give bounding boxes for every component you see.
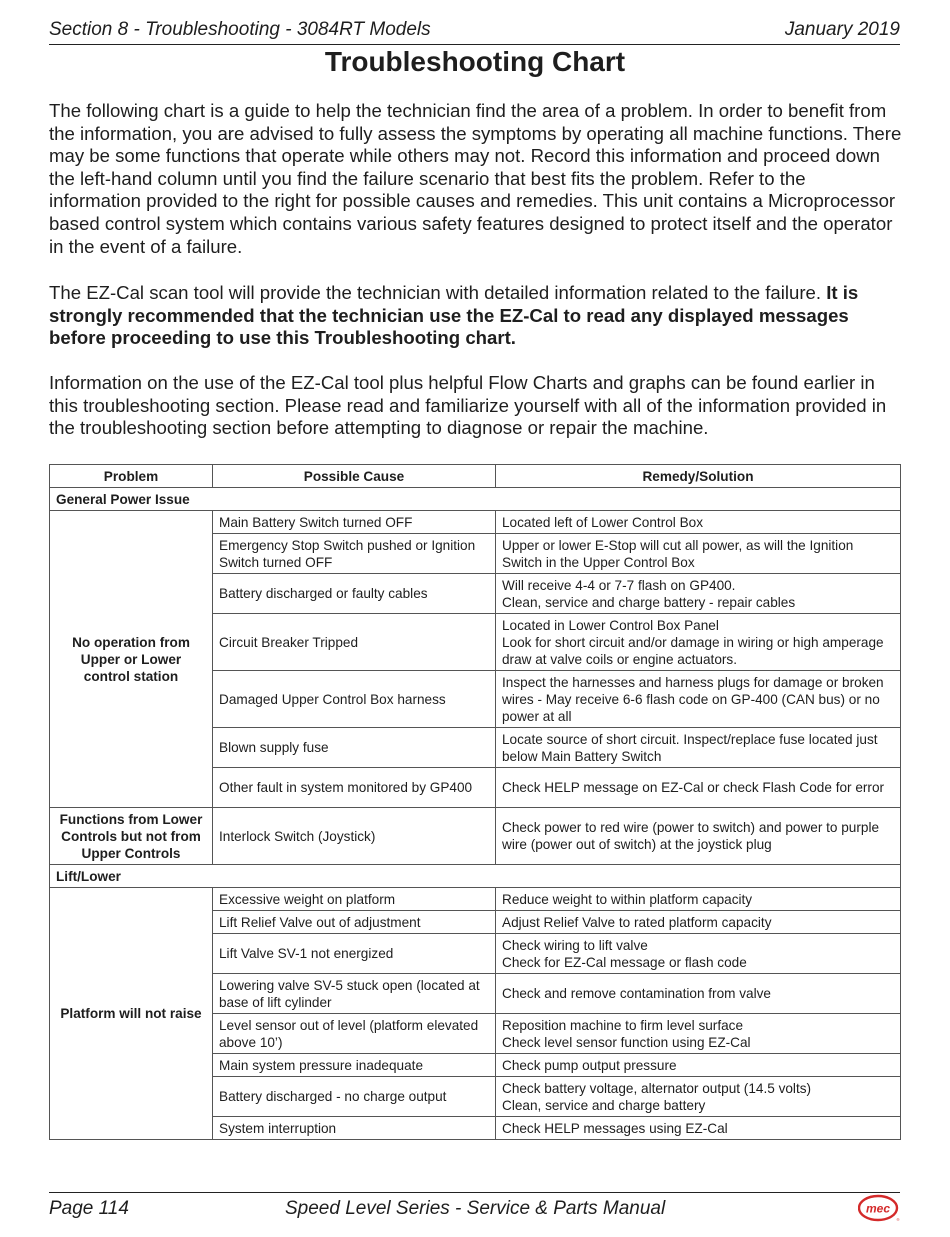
remedy-cell: Adjust Relief Valve to rated platform capacity xyxy=(496,911,901,934)
intro-paragraph-2 xyxy=(49,282,902,350)
cause-cell: Blown supply fuse xyxy=(213,728,496,768)
mec-logo-icon xyxy=(858,1194,900,1222)
intro-paragraph-2-emphasis: It is strongly recommended that the technician use the EZ-Cal to read any displayed messages before proceeding to use this Troubleshooting chart. xyxy=(49,282,859,349)
cause-cell: Damaged Upper Control Box harness xyxy=(213,671,496,728)
table-header-row xyxy=(50,465,901,488)
cause-cell: Interlock Switch (Joystick) xyxy=(213,808,496,865)
problem-cell: No operation from Upper or Lower control station xyxy=(50,511,213,808)
cause-cell: Level sensor out of level (platform elevated above 10’) xyxy=(213,1014,496,1054)
remedy-cell: Check battery voltage, alternator output (14.5 volts) Clean, service and charge battery xyxy=(496,1077,901,1117)
remedy-cell: Located left of Lower Control Box xyxy=(496,511,901,534)
svg-text:mec: mec xyxy=(865,1201,891,1216)
page-footer xyxy=(49,1192,900,1225)
page-title: Troubleshooting Chart xyxy=(324,46,626,77)
section-row-lift-lower xyxy=(50,865,901,888)
remedy-cell: Check power to red wire (power to switch) and power to purple wire (power out of switch) at the joystick plug xyxy=(496,808,901,865)
cause-cell: Lift Relief Valve out of adjustment xyxy=(213,911,496,934)
remedy-cell: Locate source of short circuit. Inspect/replace fuse located just below Main Battery Switch xyxy=(496,728,901,768)
section-title: General Power Issue xyxy=(50,488,901,511)
remedy-cell: Located in Lower Control Box Panel Look for short circuit and/or damage in wiring or high amperage draw at valve coils or engine actuators. xyxy=(496,614,901,671)
remedy-cell: Check and remove contamination from valve xyxy=(496,974,901,1014)
page-number: Page 114 xyxy=(49,1198,129,1219)
table-row xyxy=(50,808,901,865)
cause-cell: Lift Valve SV-1 not energized xyxy=(213,934,496,974)
header-date: January 2019 xyxy=(784,19,900,40)
problem-cell: Functions from Lower Controls but not from Upper Controls xyxy=(50,808,213,865)
remedy-cell: Check pump output pressure xyxy=(496,1054,901,1077)
problem-cell: Platform will not raise xyxy=(50,888,213,1140)
cause-cell: Battery discharged or faulty cables xyxy=(213,574,496,614)
page-header xyxy=(49,18,900,45)
cause-cell: Circuit Breaker Tripped xyxy=(213,614,496,671)
intro-paragraph-1: The following chart is a guide to help the technician find the area of a problem. In order to benefit from the information, you are advised to fully assess the symptoms by operating all machine functions. There may be some functions that operate while others may not. Record this information and proceed down the left-hand column until you find the failure scenario that best fits the problem. Refer to the information provided to the right for possible causes and remedies. This unit contains a Microprocessor based control system which contains various safety features designed to protect itself and the operator in the event of a failure. xyxy=(49,100,902,257)
remedy-cell: Reposition machine to firm level surface Check level sensor function using EZ-Cal xyxy=(496,1014,901,1054)
intro-paragraph-2-text: The EZ-Cal scan tool will provide the technician with detailed information related to the failure. xyxy=(49,282,827,303)
table-row xyxy=(50,888,901,911)
cause-cell: Main Battery Switch turned OFF xyxy=(213,511,496,534)
manual-title: Speed Level Series - Service & Parts Manual xyxy=(285,1198,666,1219)
remedy-cell: Will receive 4-4 or 7-7 flash on GP400. Clean, service and charge battery - repair cables xyxy=(496,574,901,614)
cause-cell: Battery discharged - no charge output xyxy=(213,1077,496,1117)
section-label: Section 8 - Troubleshooting - 3084RT Models xyxy=(49,19,431,40)
remedy-cell: Check wiring to lift valve Check for EZ-Cal message or flash code xyxy=(496,934,901,974)
cause-cell: Lowering valve SV-5 stuck open (located at base of lift cylinder xyxy=(213,974,496,1014)
remedy-cell: Check HELP messages using EZ-Cal xyxy=(496,1117,901,1140)
section-row-general-power xyxy=(50,488,901,511)
cause-cell: Excessive weight on platform xyxy=(213,888,496,911)
remedy-cell: Check HELP message on EZ-Cal or check Flash Code for error xyxy=(496,768,901,808)
troubleshooting-table xyxy=(49,464,901,1140)
remedy-cell: Upper or lower E-Stop will cut all power, as will the Ignition Switch in the Upper Control Box xyxy=(496,534,901,574)
svg-text:®: ® xyxy=(896,1217,900,1222)
header-possible-cause: Possible Cause xyxy=(213,465,496,488)
remedy-cell: Reduce weight to within platform capacity xyxy=(496,888,901,911)
header-problem: Problem xyxy=(50,465,213,488)
remedy-cell: Inspect the harnesses and harness plugs for damage or broken wires - May receive 6-6 flash code on GP-400 (CAN bus) or no power at all xyxy=(496,671,901,728)
cause-cell: Other fault in system monitored by GP400 xyxy=(213,768,496,808)
cause-cell: System interruption xyxy=(213,1117,496,1140)
header-remedy: Remedy/Solution xyxy=(496,465,901,488)
table-row xyxy=(50,511,901,534)
cause-cell: Main system pressure inadequate xyxy=(213,1054,496,1077)
intro-paragraph-3: Information on the use of the EZ-Cal tool plus helpful Flow Charts and graphs can be found earlier in this troubleshooting section. Please read and familiarize yourself with all of the information provided in the troubleshooting section before attempting to diagnose or repair the machine. xyxy=(49,372,887,439)
cause-cell: Emergency Stop Switch pushed or Ignition Switch turned OFF xyxy=(213,534,496,574)
section-title: Lift/Lower xyxy=(50,865,901,888)
